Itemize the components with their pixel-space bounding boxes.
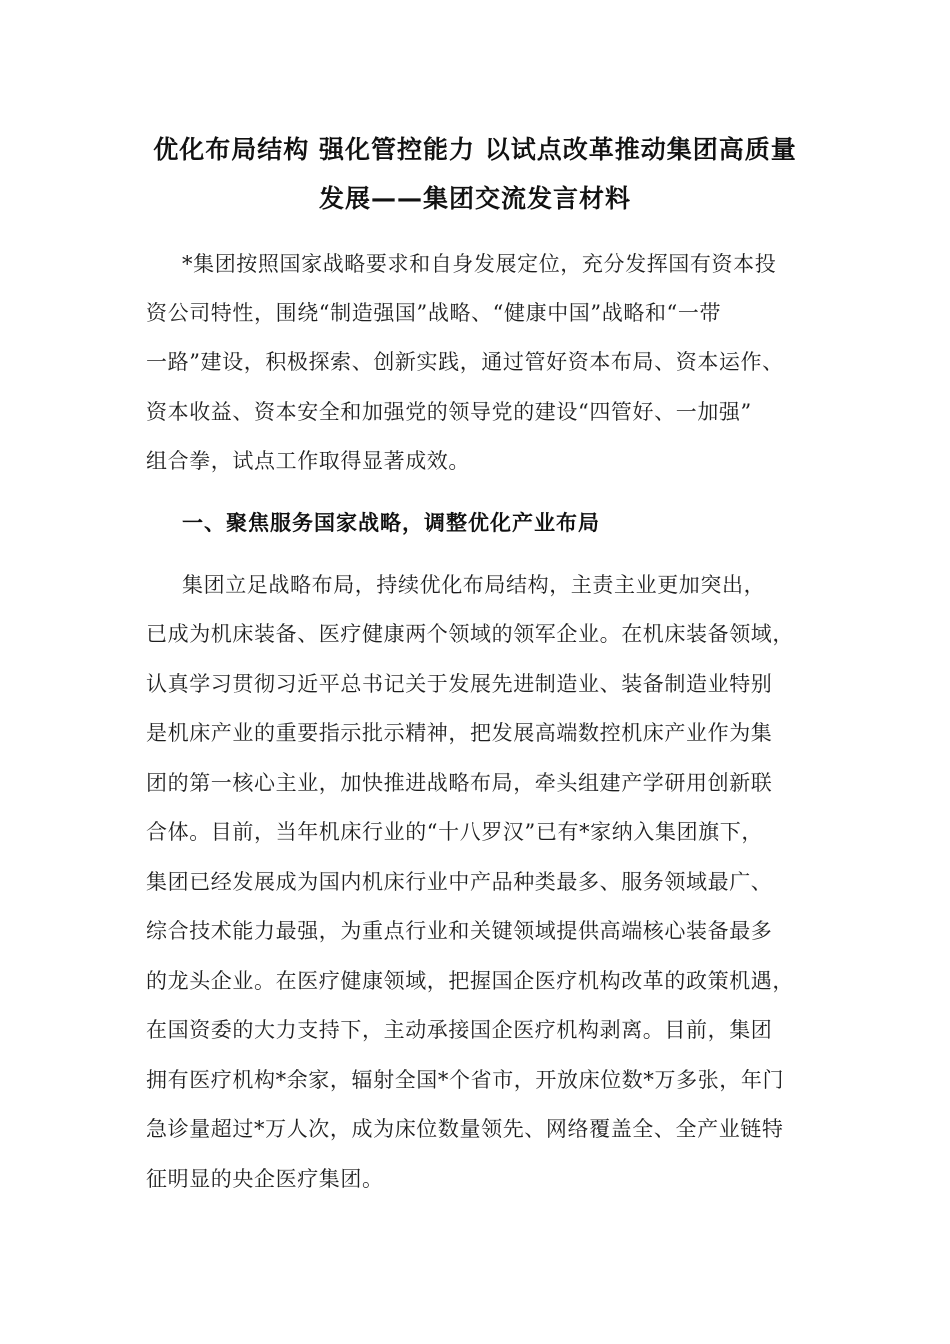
section-paragraph-line: 认真学习贯彻习近平总书记关于发展先进制造业、装备制造业特别 (146, 672, 773, 696)
section-paragraph-line: 的龙头企业。在医疗健康领域，把握国企医疗机构改革的政策机遇， (146, 969, 794, 993)
section-paragraph-line: 团的第一核心主业，加快推进战略布局，牵头组建产学研用创新联 (146, 771, 773, 795)
intro-paragraph-line: *集团按照国家战略要求和自身发展定位，充分发挥国有资本投 (182, 252, 777, 276)
section-paragraph-line: 征明显的央企医疗集团。 (146, 1167, 384, 1191)
intro-paragraph-line: 一路”建设，积极探索、创新实践，通过管好资本布局、资本运作、 (146, 350, 784, 374)
section-paragraph-line: 综合技术能力最强，为重点行业和关键领域提供高端核心装备最多 (146, 919, 773, 943)
section-paragraph-line: 集团立足战略布局，持续优化布局结构，主责主业更加突出， (182, 573, 766, 597)
section-paragraph-line: 合体。目前，当年机床行业的“十八罗汉”已有*家纳入集团旗下， (146, 820, 763, 844)
section-paragraph-line: 已成为机床装备、医疗健康两个领域的领军企业。在机床装备领域， (146, 622, 794, 646)
section-paragraph-line: 急诊量超过*万人次，成为床位数量领先、网络覆盖全、全产业链特 (146, 1117, 784, 1141)
intro-paragraph-line: 资本收益、资本安全和加强党的领导党的建设“四管好、一加强” (146, 400, 752, 424)
section-paragraph-line: 在国资委的大力支持下，主动承接国企医疗机构剥离。目前，集团 (146, 1018, 773, 1042)
intro-paragraph-line: 组合拳，试点工作取得显著成效。 (146, 449, 470, 473)
document-title-line-2: 发展——集团交流发言材料 (318, 184, 631, 213)
section-paragraph-line: 拥有医疗机构*余家，辐射全国*个省市，开放床位数*万多张，年门 (146, 1068, 785, 1092)
section-paragraph-line: 集团已经发展成为国内机床行业中产品种类最多、服务领域最广、 (146, 870, 773, 894)
section-heading: 一、聚焦服务国家战略，调整优化产业布局 (182, 511, 600, 535)
section-paragraph-line: 是机床产业的重要指示批示精神，把发展高端数控机床产业作为集 (146, 721, 773, 745)
intro-paragraph-line: 资公司特性，围绕“制造强国”战略、“健康中国”战略和“一带 (146, 301, 722, 325)
document-title-line-1: 优化布局结构 强化管控能力 以试点改革推动集团高质量 (153, 135, 797, 164)
